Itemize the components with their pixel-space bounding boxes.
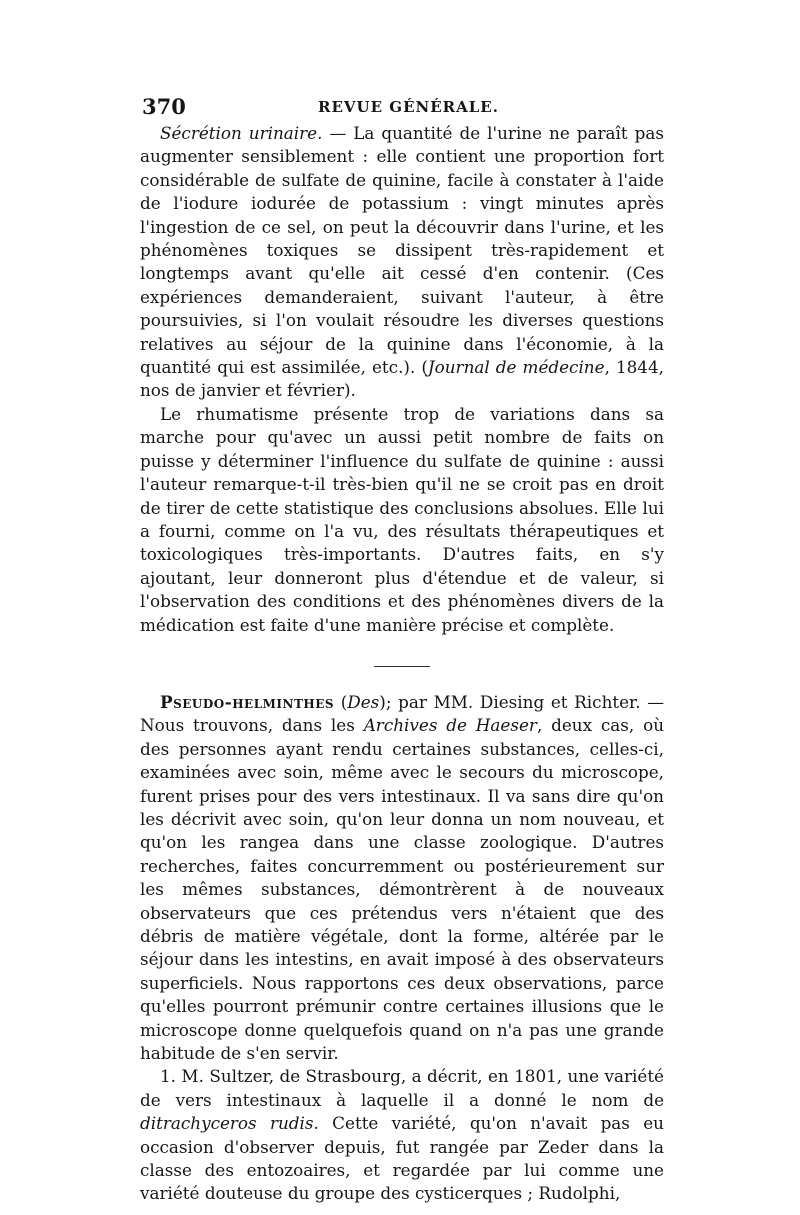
journal-reference: Journal de médecine bbox=[427, 357, 605, 378]
paragraph-text: ( bbox=[334, 691, 348, 712]
paragraph-text: ); par MM. Diesing et Richter. — Nous trouvons, dans les bbox=[140, 691, 664, 736]
archives-reference: Archives de Haeser bbox=[363, 715, 537, 736]
section-lead: Sécrétion urinaire. bbox=[160, 123, 323, 143]
running-title: REVUE GÉNÉRALE. bbox=[318, 98, 499, 116]
species-name: ditrachyceros rudis bbox=[140, 1113, 314, 1134]
paragraph-text: , deux cas, où des personnes ayant rendu certaines substances, celles-ci, examinées avec soin, même avec le secours du microscope, furent prises pour des vers intestinaux. Il va sans dire qu'on les décrivit avec soin, qu'on leur donna un nom nouveau, et qu'on les rangea dans une classe zoologique. D'autres recherches, faites concurremment ou postérieurement sur les mêmes substances, démontrèrent à de nouveaux observateurs que ces prétendus vers n'étaient que des débris de matière végétale, dont la forme, altérée par le séjour dans les intestins, en avait imposé à des observateurs superficiels. Nous rapportons ces deux observations, parce qu'elles pourront prémunir contre certaines illusions que le microscope donne quelquefois quand on n'a pas une grande habitude de s'en servir. bbox=[140, 715, 665, 1064]
paragraph-rheumatism: Le rhumatisme présente trop de variations dans sa marche pour qu'avec un aussi petit nombre de faits on puisse y déterminer l'influence du sulfate de quinine : aussi l'auteur remarque-t-il très-bien qu'il ne se croit pas en droit de tirer de cette statistique des conclusions absolues. Elle lui a fourni, comme on l'a vu, des résultats thérapeutiques et toxicologiques très-importants. D'autres faits, en s'y ajoutant, leur donneront plus d'étendue et de valeur, si l'observation des conditions et des phénomènes divers de la médication est faite d'une manière précise et complète. bbox=[140, 403, 664, 635]
heading-qualifier: Des bbox=[347, 691, 380, 712]
paragraph-urinary-secretion bbox=[140, 122, 664, 403]
running-head bbox=[140, 92, 664, 122]
paragraph-observation-1 bbox=[140, 1065, 664, 1205]
book-page bbox=[140, 92, 664, 1206]
page-number: 370 bbox=[142, 94, 186, 119]
paragraph-text: 1. M. Sultzer, de Strasbourg, a décrit, en 1801, une variété de vers intestinaux à laquelle il a donné le nom de bbox=[140, 1066, 664, 1110]
paragraph-text: . Cette variété, qu'on n'avait pas eu occasion d'observer depuis, fut rangée par Zeder dans la classe des entozoaires, et regardée par lui comme une variété douteuse du groupe des cysticerques ; Rudolphi, bbox=[140, 1113, 664, 1204]
paragraph-pseudo-helminthes bbox=[140, 691, 664, 1066]
paragraph-text: — La quantité de l'urine ne paraît pas augmenter sensiblement : elle contient une proportion fort considérable de sulfate de quinine, facile à constater à l'aide de l'iodure iodurée de potassium : vingt minutes après l'ingestion de ce sel, on peut la découvrir dans l'urine, et les phénomènes toxiques se dissipent très-rapidement et longtemps avant qu'elle ait cessé d'en contenir. (Ces expériences demanderaient, suivant l'auteur, à être poursuivies, si l'on voulait résoudre les diverses questions relatives au séjour de la quinine dans l'économie, à la quantité qui est assimilée, etc.). ( bbox=[140, 123, 664, 378]
section-divider bbox=[374, 666, 430, 667]
paragraph-text: , 1844, nos de janvier et février). bbox=[140, 357, 664, 401]
section-heading: Pseudo-helminthes bbox=[160, 691, 335, 712]
